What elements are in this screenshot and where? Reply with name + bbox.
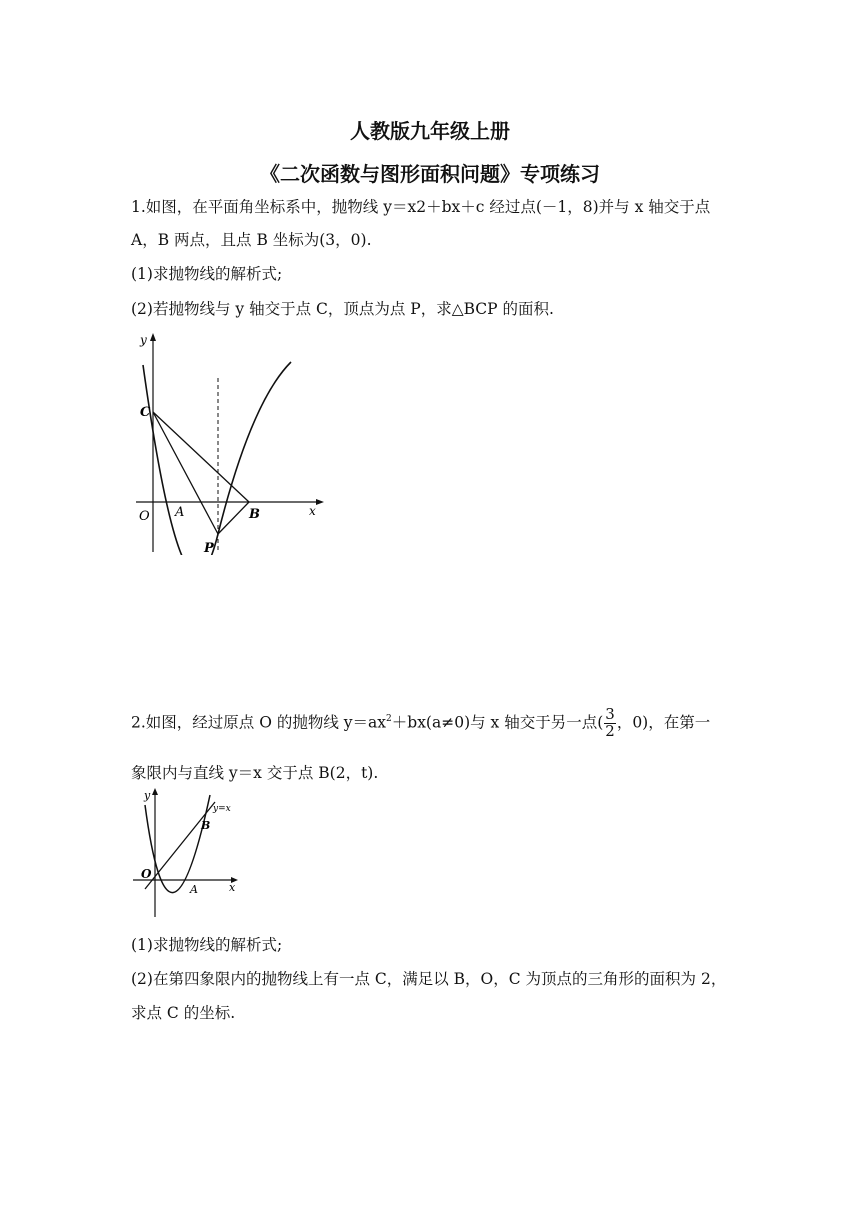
q1-label-o: O xyxy=(139,509,150,524)
q2-fraction-denominator: 2 xyxy=(605,721,615,740)
q2-label-y: y xyxy=(144,789,151,802)
q1-sub-2: (2)若抛物线与 y 轴交于点 C，顶点为点 P，求△BCP 的面积. xyxy=(131,300,554,318)
q2-sub-3: 求点 C 的坐标. xyxy=(131,1004,236,1022)
q1-label-b: B xyxy=(249,507,260,522)
q2-line-2: 象限内与直线 y＝x 交于点 B(2，t). xyxy=(131,764,379,782)
q1-sub-1: (1)求抛物线的解析式; xyxy=(131,265,283,283)
q2-line-1-a: 2.如图，经过原点 O 的抛物线 y＝ax xyxy=(131,713,387,732)
q1-label-c: C xyxy=(140,405,151,420)
q1-y-arrow xyxy=(150,333,156,341)
q2-label-b: B xyxy=(201,819,211,832)
q1-label-x: x xyxy=(309,504,316,518)
q2-fraction-numerator: 3 xyxy=(605,705,615,723)
q1-line-1: 1.如图，在平面角坐标系中，抛物线 y＝x2＋bx＋c 经过点(－1，8)并与 x 轴交于点 xyxy=(131,198,711,216)
q1-parabola xyxy=(143,362,291,555)
q1-label-p: P xyxy=(204,541,214,555)
doc-title: 人教版九年级上册 xyxy=(350,119,510,143)
q1-label-a: A xyxy=(175,505,185,520)
q2-label-o: O xyxy=(141,867,152,881)
doc-subtitle: 《二次函数与图形面积问题》专项练习 xyxy=(260,162,600,186)
q2-label-line: y=x xyxy=(213,804,231,814)
q2-sub-1: (1)求抛物线的解析式; xyxy=(131,936,283,954)
q2-fraction xyxy=(604,707,616,740)
q2-sub-2: (2)在第四象限内的抛物线上有一点 C，满足以 B，O，C 为顶点的三角形的面积为 2， xyxy=(131,970,727,988)
q1-segment-cb xyxy=(153,412,249,502)
q2-line-1-sup: 2 xyxy=(386,714,392,725)
q2-figure xyxy=(131,785,241,920)
q2-y-arrow xyxy=(152,788,158,795)
q2-line-1 xyxy=(131,707,710,740)
q1-label-y: y xyxy=(140,333,147,347)
q2-label-x: x xyxy=(229,881,236,894)
q1-figure xyxy=(131,330,326,555)
q1-segment-cp xyxy=(153,412,218,534)
q2-label-a: A xyxy=(190,883,198,896)
q1-x-arrow xyxy=(316,499,324,505)
q1-line-2: A，B 两点，且点 B 坐标为(3，0). xyxy=(131,231,372,249)
q2-line-1-c: ，0)，在第一 xyxy=(616,713,711,732)
q2-line-1-b: ＋bx(a≠0)与 x 轴交于另一点( xyxy=(391,713,604,732)
